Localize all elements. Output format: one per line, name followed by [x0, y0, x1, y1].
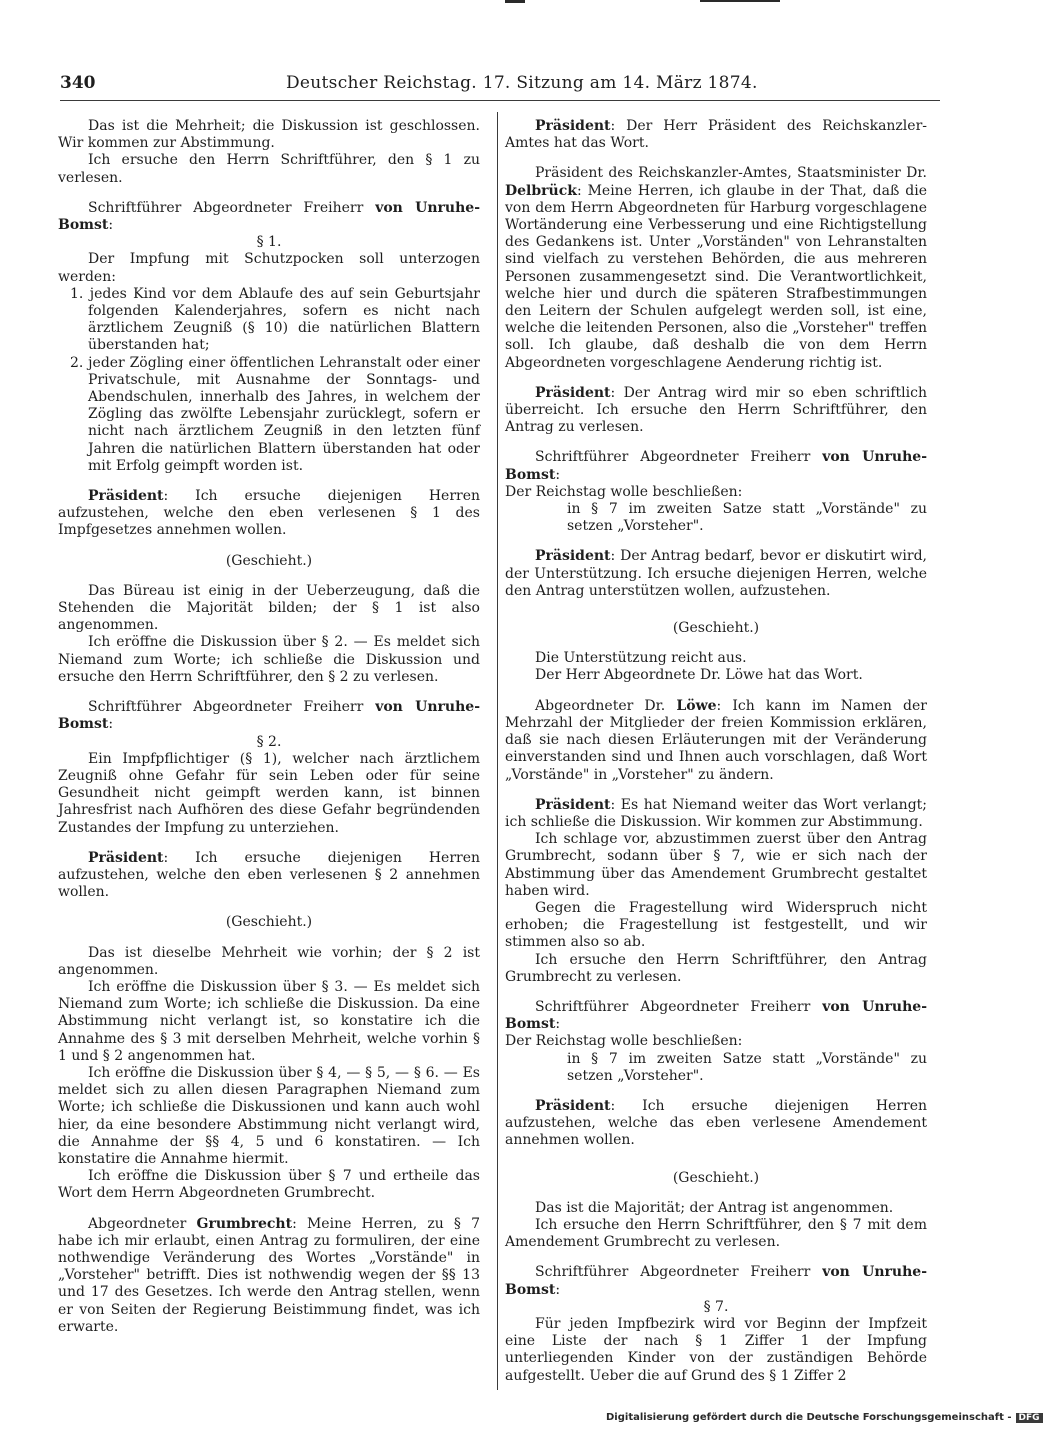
- speaker-name: Präsident: [535, 548, 611, 565]
- speech-text: : Der Antrag wird mir so eben schriftlich überreicht. Ich ersuche den Herrn Schriftführer, den Antrag zu verlesen.: [505, 384, 927, 436]
- speech-text: : Es hat Niemand weiter das Wort verlangt; ich schließe die Diskussion. Wir kommen zur Abstimmung.: [505, 796, 927, 830]
- speech-text: : Ich ersuche diejenigen Herren aufzustehen, welche den eben verlesenen § 2 annehmen wollen.: [58, 849, 480, 901]
- paragraph: Die Unterstützung reicht aus.: [535, 650, 747, 667]
- paragraph: Ich eröffne die Diskussion über § 7 und ertheile das Wort dem Herrn Abgeordneten Grumbrecht.: [58, 1168, 480, 1202]
- speaker-intro: Schriftführer Abgeordneter Freiherr: [535, 1264, 811, 1281]
- list-item: 1. jedes Kind vor dem Ablaufe des auf sein Geburtsjahr folgenden Kalenderjahres, sofern es nicht nach ärztlichem Zeugniß (§ 10) die natürlichen Blattern überstanden hat;: [70, 285, 480, 354]
- paragraph: Ich eröffne die Diskussion über § 2. — Es meldet sich Niemand zum Worte; ich schließe die Diskussion und ersuche den Herrn Schriftführer, den § 2 zu verlesen.: [58, 634, 480, 685]
- speaker-name: von Unruhe-Bomst: [505, 1264, 928, 1298]
- speech-text: : Der Antrag bedarf, bevor er diskutirt wird, der Unterstützung. Ich ersuche diejenigen Herren, welche den Antrag unterstützen wollen, aufzustehen.: [505, 548, 927, 599]
- paragraph: Das ist die Majorität; der Antrag ist angenommen.: [535, 1199, 894, 1216]
- speaker-intro: Abgeordneter: [88, 1215, 187, 1232]
- speaker-name: Grumbrecht: [196, 1215, 293, 1232]
- paragraph: Das ist dieselbe Mehrheit wie vorhin; der § 2 ist angenommen.: [58, 944, 480, 978]
- law-text: Ein Impfpflichtiger (§ 1), welcher nach ärztlichem Zeugniß ohne Gefahr für sein Leben oder für seine Gesundheit nicht geimpft werden kann, ist binnen Jahresfrist nach Aufhören des diese Gefahr begründenden Zustandes der Impfung zu unterziehen.: [58, 750, 480, 836]
- left-column: [58, 118, 480, 1336]
- list-item: 2. jeder Zögling einer öffentlichen Lehranstalt oder einer Privatschule, mit Ausnahme der Sonntags- und Abendschulen, innerhalb des Jahres, in welchem der Zögling das zwölfte Lebensjahr zurücklegt, sofern er nicht nach ärztlichem Zeugniß in den letzten fünf Jahren die natürlichen Blattern überstanden hat oder mit Erfolg geimpft worden ist.: [70, 354, 480, 474]
- speaker-line: Schriftführer Abgeordneter Freiherr von Unruhe-Bomst:: [58, 699, 481, 733]
- speaker-name: von Unruhe-Bomst: [505, 449, 928, 483]
- speaker-line: [58, 850, 480, 902]
- paragraph: Der Reichstag wolle beschließen:: [505, 483, 743, 500]
- paragraph: Gegen die Fragestellung wird Widerspruch nicht erhoben; die Fragestellung ist festgestellt, und wir stimmen also so ab.: [505, 899, 927, 951]
- dfg-logo: DFG: [1016, 1413, 1043, 1423]
- speech-text: : Ich ersuche diejenigen Herren aufzustehen, welche den eben verlesenen § 1 des Impfgesetzes annehmen wollen.: [58, 488, 480, 539]
- paragraph: Ich ersuche den Herrn Schriftführer, den Antrag Grumbrecht zu verlesen.: [505, 951, 927, 985]
- speaker-name: von Unruhe-Bomst: [58, 699, 481, 733]
- speaker-line: Schriftführer Abgeordneter Freiherr von Unruhe-Bomst:: [505, 998, 928, 1033]
- speaker-intro: Schriftführer Abgeordneter Freiherr: [535, 449, 811, 466]
- section-heading: § 7.: [703, 1298, 729, 1315]
- paragraph: Der Reichstag wolle beschließen:: [505, 1033, 743, 1050]
- speaker-intro: Schriftführer Abgeordneter Freiherr: [88, 199, 364, 216]
- column-divider: [497, 112, 498, 1390]
- paragraph: Ich ersuche den Herrn Schriftführer, den § 1 zu verlesen.: [58, 152, 480, 186]
- motion-text: in § 7 im zweiten Satze statt „Vorstände" zu setzen „Vorsteher".: [567, 501, 927, 535]
- speaker-name: von Unruhe-Bomst: [505, 998, 928, 1033]
- speaker-name: Präsident: [88, 849, 164, 866]
- speaker-line: [505, 1098, 927, 1150]
- paragraph: Ich ersuche den Herrn Schriftführer, den § 7 mit dem Amendement Grumbrecht zu verlesen.: [505, 1216, 927, 1251]
- running-title: Deutscher Reichstag. 17. Sitzung am 14. März 1874.: [286, 73, 758, 93]
- speaker-line: Schriftführer Abgeordneter Freiherr von Unruhe-Bomst:: [505, 1264, 928, 1298]
- speaker-line: [505, 165, 927, 371]
- speaker-line: [505, 118, 927, 152]
- section-heading: § 1.: [256, 234, 282, 251]
- speaker-line: [505, 698, 927, 784]
- header-rule: [60, 100, 940, 101]
- speech-text: : Meine Herren, ich glaube in der That, daß die von dem Herrn Abgeordneten für Harburg vorgeschlagene Wortänderung eine Verbesserung und eine Richtigstellung des Gedankens ist. Unter „Vorständen" von Lehranstalten sind vielfach zu verstehen Behörden, die aus mehreren Personen zusammengesetzt sind. Die Verantwortlichkeit, welche hier und durch die späteren Strafbestimmungen den Leitern der Schulen aufgelegt werden soll, ist eine, welche die leitenden Personen, also die „Vorsteher" treffen soll. Ich glaube, daß deshalb die von dem Herrn Abgeordneten vorgeschlagene Aenderung richtig ist.: [505, 182, 927, 371]
- speaker-name: Präsident: [535, 384, 611, 401]
- speech-text: : Ich ersuche diejenigen Herren aufzustehen, welche das eben verlesene Amendement annehmen wollen.: [505, 1097, 927, 1149]
- speech-text: : Meine Herren, zu § 7 habe ich mir erlaubt, einen Antrag zu formuliren, der eine nothwendige Veränderung des Wortes „Vorstände" in „Vorsteher" betrifft. Dies ist nothwendig wegen der §§ 13 und 17 des Gesetzes. Ich werde den Antrag stellen, wenn er von Seiten der Regierung Beistimmung findet, was ich erwarte.: [58, 1215, 480, 1335]
- stage-note: (Geschieht.): [672, 1169, 760, 1186]
- speaker-name: Delbrück: [505, 182, 577, 199]
- speaker-line: [58, 488, 480, 540]
- speaker-name: Präsident: [88, 488, 164, 505]
- speaker-intro: Abgeordneter Dr.: [535, 697, 666, 714]
- speaker-line: Schriftführer Abgeordneter Freiherr von Unruhe-Bomst:: [58, 199, 481, 234]
- scan-mark: [505, 0, 525, 3]
- paragraph: Ich eröffne die Diskussion über § 4, — § 5, — § 6. — Es meldet sich zu allen diesen Paragraphen Niemand zum Worte; ich schließe die Diskussionen und kann auch wohl hier, da eine besondere Abstimmung nicht verlangt wird, die Annahme der §§ 4, 5 und 6 konstatiren. — Ich konstatire die Annahme hiermit.: [58, 1064, 480, 1167]
- section-heading: § 2.: [256, 733, 282, 750]
- speaker-name: Präsident: [535, 118, 611, 134]
- page-header: [60, 73, 940, 99]
- speaker-name: von Unruhe-Bomst: [58, 199, 481, 234]
- paragraph: Ich eröffne die Diskussion über § 3. — Es meldet sich Niemand zum Worte; ich schließe die Diskussion. Da eine Abstimmung nicht verlangt ist, so konstatire ich die Annahme des § 3 mit derselben Mehrheit, welche vorhin § 1 und § 2 angenommen hat.: [58, 978, 480, 1064]
- speaker-line: Schriftführer Abgeordneter Freiherr von Unruhe-Bomst:: [505, 449, 928, 483]
- speaker-name: Präsident: [535, 796, 611, 813]
- scan-mark: [700, 0, 780, 2]
- speaker-name: Präsident: [535, 1097, 611, 1114]
- speaker-line: [505, 385, 927, 437]
- stage-note: (Geschieht.): [672, 620, 760, 637]
- paragraph: Der Herr Abgeordnete Dr. Löwe hat das Wort.: [535, 667, 863, 684]
- speaker-line: [58, 1216, 480, 1336]
- speaker-name: Löwe: [676, 697, 717, 714]
- speaker-line: [505, 548, 927, 600]
- law-text: Für jeden Impfbezirk wird vor Beginn der Impfzeit eine Liste der nach § 1 Ziffer 1 der Impfung unterliegenden Kinder von der zuständigen Behörde aufgestellt. Ueber die auf Grund des § 1 Ziffer 2: [505, 1315, 927, 1384]
- page-number: 340: [60, 73, 96, 93]
- motion-text: in § 7 im zweiten Satze statt „Vorstände" zu setzen „Vorsteher".: [567, 1050, 927, 1084]
- speech-text: : Ich kann im Namen der Mehrzahl der Mitglieder der freien Kommission erklären, daß sie nach diesen Erläuterungen mit der Veränderung einverstanden sind und Ihnen auch vorschlagen, daß Wort „Vorstände" in „Vorsteher" zu ändern.: [505, 697, 927, 783]
- speaker-intro: Schriftführer Abgeordneter Freiherr: [535, 998, 811, 1015]
- right-column: [505, 118, 927, 1385]
- stage-note: (Geschieht.): [225, 552, 313, 569]
- footer-text: Digitalisierung gefördert durch die Deutsche Forschungsgemeinschaft -: [606, 1412, 1012, 1423]
- speaker-line: [505, 797, 927, 831]
- stage-note: (Geschieht.): [225, 914, 313, 931]
- speech-text: : Der Herr Präsident des Reichskanzler-Amtes hat das Wort.: [505, 118, 927, 152]
- speaker-intro: Schriftführer Abgeordneter Freiherr: [88, 699, 364, 716]
- paragraph: Das Büreau ist einig in der Ueberzeugung, daß die Stehenden die Majorität bilden; der § 1 ist also angenommen.: [58, 582, 480, 634]
- paragraph: Ich schlage vor, abzustimmen zuerst über den Antrag Grumbrecht, sodann über § 7, wie er sich nach der Abstimmung über das Amendement Grumbrecht gestaltet haben wird.: [505, 831, 927, 899]
- paragraph: Das ist die Mehrheit; die Diskussion ist geschlossen. Wir kommen zur Abstimmung.: [58, 118, 480, 152]
- law-text: Der Impfung mit Schutzpocken soll unterzogen werden:: [58, 251, 480, 285]
- speaker-intro: Präsident des Reichskanzler-Amtes, Staatsminister Dr.: [535, 165, 927, 182]
- funding-footer: [606, 1412, 1043, 1423]
